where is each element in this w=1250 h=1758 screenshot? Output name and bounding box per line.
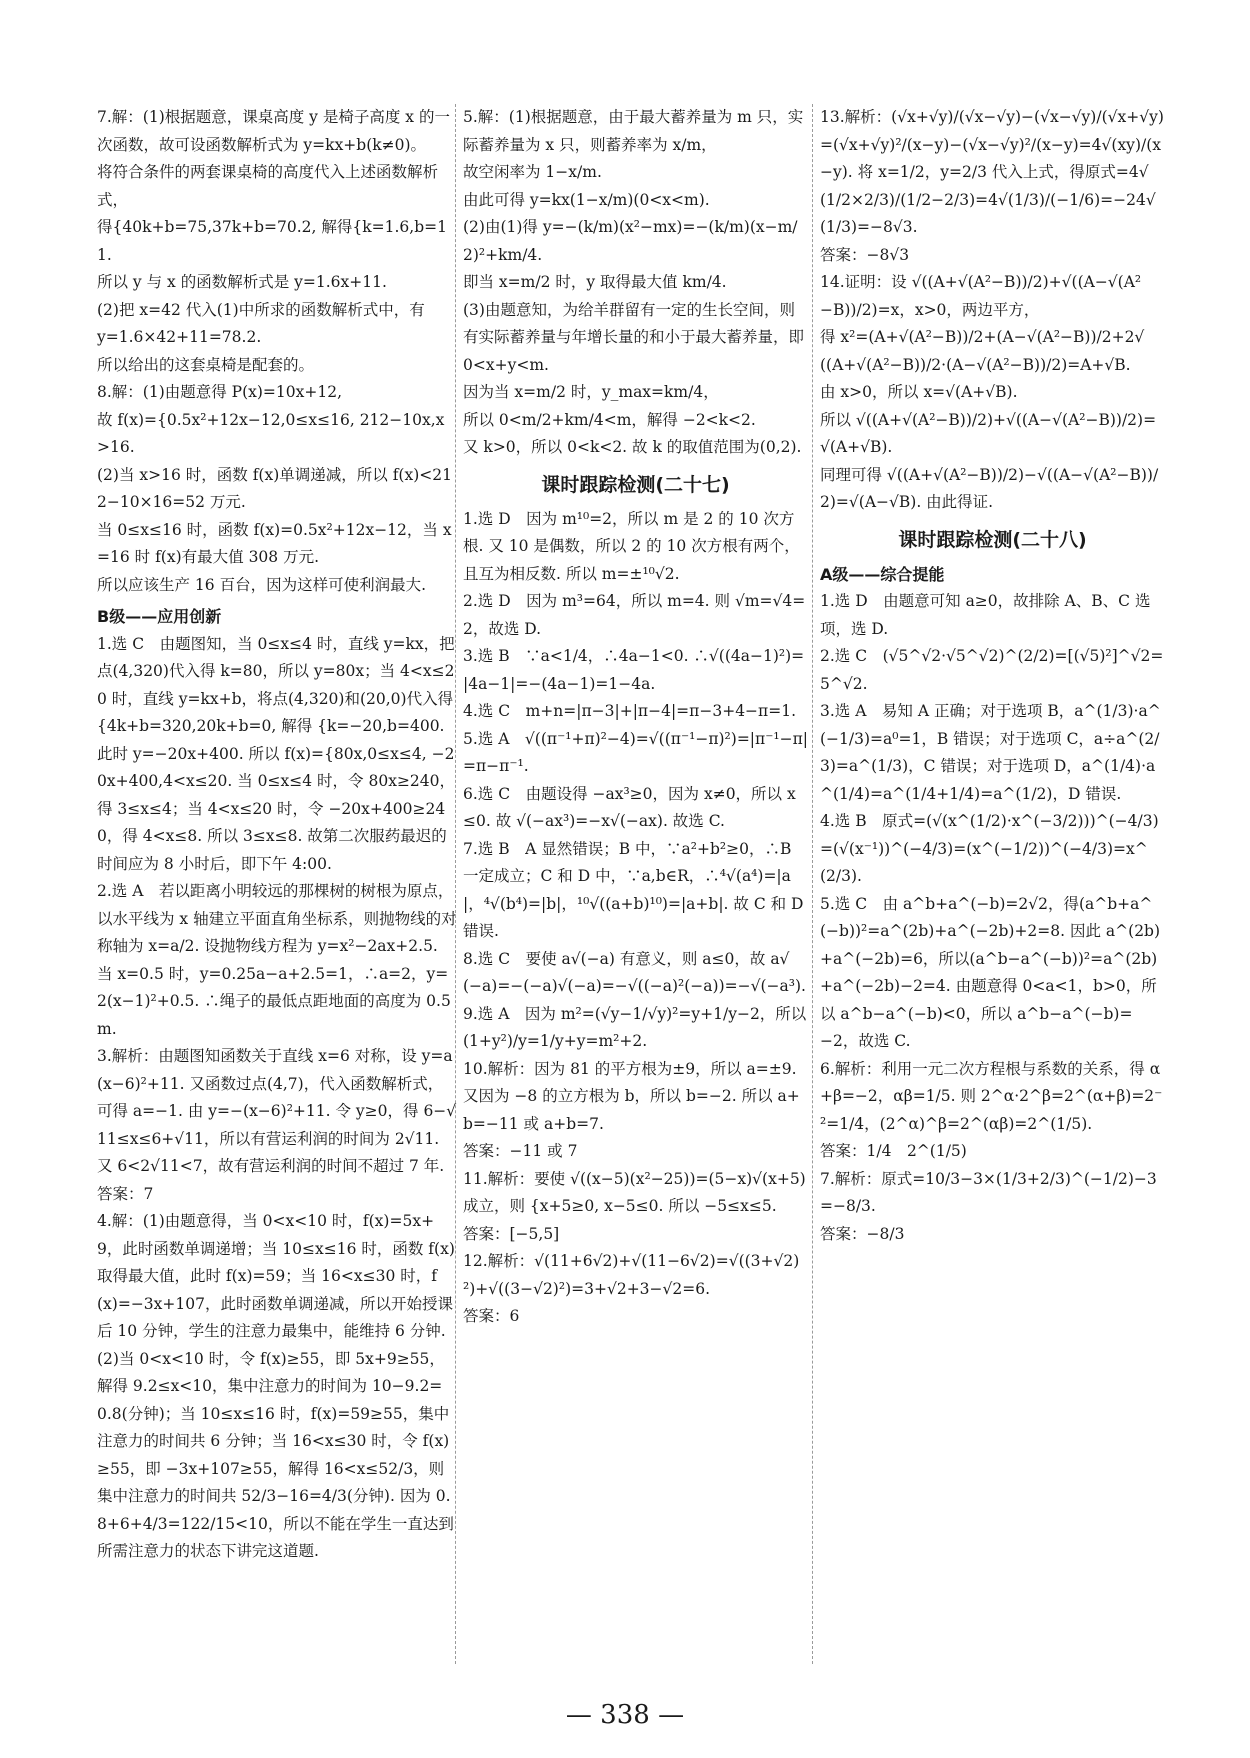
- solution-line: 8.解：(1)由题意得 P(x)=10x+12,: [97, 383, 343, 401]
- solution-line: 由此可得 y=kx(1−x/m)(0<x<m).: [463, 190, 710, 209]
- column-left: [97, 104, 457, 1566]
- section-heading-27: 课时跟踪检测(二十七): [541, 473, 730, 496]
- section-heading-28: 课时跟踪检测(二十八): [898, 528, 1087, 551]
- solution-line: 故 f(x)={0.5x²+12x−12,0≤x≤16, 212−10x,x>16.: [97, 410, 445, 456]
- solution-line: 14.证明：设 √((A+√(A²−B))/2)+√((A−√(A²−B))/2)=x，x>0，两边平方，: [820, 273, 1142, 319]
- solution-line: 同理可得 √((A+√(A²−B))/2)−√((A−√(A²−B))/2)=√(A−√B). 由此得证.: [820, 465, 1159, 511]
- solution-line: 所以 y 与 x 的函数解析式是 y=1.6x+11.: [97, 273, 387, 291]
- answer-line: 答案：1/4 2^(1/5): [820, 1142, 967, 1160]
- solution-line: 当 0≤x≤16 时，函数 f(x)=0.5x²+12x−12，当 x=16 时 f(x)有最大值 308 万元.: [97, 520, 452, 566]
- solution-line: 3.解析：由题图知函数关于直线 x=6 对称，设 y=a(x−6)²+11. 又函数过点(4,7)，代入函数解析式，可得 a=−1. 由 y=−(x−6)²+11. 令 y≥0，得 6−√11≤x≤6+√11，所以有营运利润的时间为 2√11. 又 6<2√11<7，故有营运利润的时间不超过 7 年.: [97, 1047, 457, 1175]
- solution-line: 5.选 C 由 a^b+a^(−b)=2√2，得(a^b+a^(−b))²=a^(2b)+a^(−2b)+2=8. 因此 a^(2b)+a^(−2b)=6，所以(a^b−a^(−b))²=a^(2b)+a^(−2b)−2=4. 由题意得 0<a<1，b>0，所以 a^b−a^(−b)<0，所以 a^b−a^(−b)=−2，故选 C.: [820, 894, 1161, 1050]
- solution-line: 6.解析：利用一元二次方程根与系数的关系，得 α+β=−2，αβ=1/5. 则 2^α·2^β=2^(α+β)=2⁻²=1/4，(2^α)^β=2^(αβ)=2^(1/5).: [820, 1059, 1163, 1133]
- solution-line: (2)由(1)得 y=−(k/m)(x²−mx)=−(k/m)(x−m/2)²+km/4.: [463, 218, 798, 264]
- solution-line: 1.选 C 由题图知，当 0≤x≤4 时，直线 y=kx，把点(4,320)代入得 k=80，所以 y=80x；当 4<x≤20 时，直线 y=kx+b，将点(4,320)和(20,0)代入得 {4k+b=320,20k+b=0, 解得 {k=−20,b=400. 此时 y=−20x+400. 所以 f(x)={80x,0≤x≤4, −20x+400,4<x≤20. 当 0≤x≤4 时，令 80x≥240，得 3≤x≤4；当 4<x≤20 时，令 −20x+400≥240，得 4<x≤8. 所以 3≤x≤8. 故第二次服药最迟的时间应为 8 小时后，即下午 4:00.: [97, 634, 459, 873]
- solution-line: 7.解析：原式=10/3−3×(1/3+2/3)^(−1/2)−3=−8/3.: [820, 1169, 1157, 1215]
- column-middle: [463, 104, 812, 1331]
- solution-line: 所以应该生产 16 百台，因为这样可使利润最大.: [97, 575, 427, 594]
- solution-line: 故空闲率为 1−x/m.: [463, 163, 602, 181]
- solution-line: 7.选 B A 显然错误；B 中，∵a²+b²≥0，∴B 一定成立；C 和 D 中，∵a,b∈R，∴⁴√(a⁴)=|a|，⁴√(b⁴)=|b|，¹⁰√((a+b)¹⁰)=|a+b|. 故 C 和 D 错误.: [463, 839, 809, 940]
- level-heading-a: A级——综合提能: [820, 564, 945, 584]
- solution-line: 5.选 A √((π⁻¹+π)²−4)=√((π⁻¹−π)²)=|π⁻¹−π|=π−π⁻¹.: [463, 729, 809, 775]
- solution-line: 2.选 C (√5^√2·√5^√2)^(2/2)=[(√5)²]^√2=5^√2.: [820, 647, 1164, 693]
- answer-line: 答案：−8√3: [820, 245, 910, 264]
- solution-line: (2)当 x>16 时，函数 f(x)单调递减，所以 f(x)<212−10×16=52 万元.: [97, 465, 452, 511]
- solution-line: 得{40k+b=75,37k+b=70.2, 解得{k=1.6,b=11.: [97, 218, 447, 264]
- solution-line: y=1.6×42+11=78.2.: [97, 328, 262, 346]
- solution-line: 7.解：(1)根据题意，课桌高度 y 是椅子高度 x 的一次函数，故可设函数解析式为 y=kx+b(k≠0)。: [97, 108, 450, 154]
- solution-line: 得 x²=(A+√(A²−B))/2+(A−√(A²−B))/2+2√((A+√(A²−B))/2·(A−√(A²−B))/2)=A+√B.: [820, 328, 1145, 374]
- answer-line: 答案：−11 或 7: [463, 1142, 578, 1160]
- solution-line: 所以给出的这套桌椅是配套的。: [97, 355, 315, 374]
- solution-line: 13.解析：(√x+√y)/(√x−√y)−(√x−√y)/(√x+√y)=(√x+√y)²/(x−y)−(√x−√y)²/(x−y)=4√(xy)/(x−y). 将 x=1/2，y=2/3 代入上式，得原式=4√(1/2×2/3)/(1/2−2/3)=4√(1/3)/(−1/6)=−24√(1/3)=−8√3.: [820, 108, 1164, 236]
- solution-line: 5.解：(1)根据题意，由于最大蓄养量为 m 只，实际蓄养量为 x 只，则蓄养率为 x/m，: [463, 108, 804, 154]
- solution-line: 又 k>0，所以 0<k<2. 故 k 的取值范围为(0,2).: [463, 438, 802, 456]
- solution-line: 1.选 D 因为 m¹⁰=2，所以 m 是 2 的 10 次方根. 又 10 是偶数，所以 2 的 10 次方根有两个，且互为相反数. 所以 m=±¹⁰√2.: [463, 509, 800, 583]
- solution-line: 4.选 C m+n=|π−3|+|π−4|=π−3+4−π=1.: [463, 702, 797, 720]
- solution-line: 2.选 A 若以距离小明较远的那棵树的树根为原点，以水平线为 x 轴建立平面直角坐标系，则抛物线的对称轴为 x=a/2. 设抛物线方程为 y=x²−2ax+2.5. 当 x=0.5 时，y=0.25a−a+2.5=1，∴a=2，y=2(x−1)²+0.5. ∴绳子的最低点距地面的高度为 0.5 m.: [97, 882, 457, 1038]
- solution-line: 所以 √((A+√(A²−B))/2)+√((A−√(A²−B))/2)=√(A+√B).: [820, 410, 1157, 456]
- answer-line: 答案：7: [97, 1184, 154, 1203]
- solution-line: 3.选 A 易知 A 正确；对于选项 B，a^(1/3)·a^(−1/3)=a⁰=1，B 错误；对于选项 C，a÷a^(2/3)=a^(1/3)，C 错误；对于选项 D，a^(1/4)·a^(1/4)=a^(1/4+1/4)=a^(1/2)，D 错误.: [820, 702, 1161, 803]
- solution-line: 6.选 C 由题设得 −ax³≥0，因为 x≠0，所以 x≤0. 故 √(−ax³)=−x√(−ax). 故选 C.: [463, 784, 796, 830]
- solution-line: 因为当 x=m/2 时，y_max=km/4，: [463, 383, 719, 401]
- column-right: [820, 104, 1165, 1248]
- solution-line: 8.选 C 要使 a√(−a) 有意义，则 a≤0，故 a√(−a)=−(−a)√(−a)=−√((−a)²(−a))=−√(−a³).: [463, 949, 806, 995]
- solution-line: (2)当 0<x<10 时，令 f(x)≥55，即 5x+9≥55，解得 9.2≤x<10，集中注意力的时间为 10−9.2=0.8(分钟)；当 10≤x≤16 时，f(x)=59≥55，集中注意力的时间共 6 分钟；当 16<x≤30 时，令 f(x)≥55，即 −3x+107≥55，解得 16<x≤52/3，则集中注意力的时间共 52/3−16=4/3(分钟). 因为 0.8+6+4/3=122/15<10，所以不能在学生一直达到所需注意力的状态下讲完这道题.: [97, 1349, 454, 1560]
- solution-line: 4.解：(1)由题意得，当 0<x<10 时，f(x)=5x+9，此时函数单调递增；当 10≤x≤16 时，函数 f(x)取得最大值，此时 f(x)=59；当 16<x≤30 时，f(x)=−3x+107，此时函数单调递减，所以开始授课后 10 分钟，学生的注意力最集中，能维持 6 分钟.: [97, 1212, 455, 1340]
- solution-line: 2.选 D 因为 m³=64，所以 m=4. 则 √m=√4=2，故选 D.: [463, 592, 806, 638]
- solution-line: 所以 0<m/2+km/4<m，解得 −2<k<2.: [463, 410, 756, 429]
- solution-line: 12.解析：√(11+6√2)+√(11−6√2)=√((3+√2)²)+√((3−√2)²)=3+√2+3−√2=6.: [463, 1252, 800, 1298]
- answer-line: 答案：−8/3: [820, 1224, 905, 1243]
- solution-line: 1.选 D 由题意可知 a≥0，故排除 A、B、C 选项，选 D.: [820, 592, 1151, 638]
- solution-line: 11.解析：要使 √((x−5)(x²−25))=(5−x)√(x+5) 成立，则 {x+5≥0, x−5≤0. 所以 −5≤x≤5.: [463, 1169, 811, 1215]
- solution-line: 即当 x=m/2 时，y 取得最大值 km/4.: [463, 273, 727, 291]
- solution-line: 10.解析：因为 81 的平方根为±9，所以 a=±9. 又因为 −8 的立方根为 b，所以 b=−2. 所以 a+b=−11 或 a+b=7.: [463, 1059, 802, 1133]
- solution-line: 4.选 B 原式=(√(x^(1/2)·x^(−3/2)))^(−4/3)=(√(x⁻¹))^(−4/3)=(x^(−1/2))^(−4/3)=x^(2/3).: [820, 812, 1159, 885]
- answer-line: 答案：[−5,5]: [463, 1224, 560, 1243]
- solution-line: 由 x>0，所以 x=√(A+√B).: [820, 383, 1018, 401]
- answer-line: 答案：6: [463, 1307, 520, 1325]
- column-divider: [812, 104, 813, 1664]
- column-divider: [455, 104, 456, 1664]
- solution-line: 9.选 A 因为 m²=(√y−1/√y)²=y+1/y−2，所以 (1+y²)/y=1/y+y=m²+2.: [463, 1004, 812, 1050]
- solution-line: (3)由题意知，为给羊群留有一定的生长空间，则有实际蓄养量与年增长量的和小于最大蓄养量，即 0<x+y<m.: [463, 300, 809, 374]
- page-number: — 338 —: [565, 1700, 685, 1730]
- level-heading-b: B级——应用创新: [97, 607, 222, 626]
- solution-line: 将符合条件的两套课桌椅的高度代入上述函数解析式，: [97, 163, 439, 209]
- solution-line: (2)把 x=42 代入(1)中所求的函数解析式中，有: [97, 300, 425, 319]
- solution-line: 3.选 B ∵a<1/4，∴4a−1<0. ∴√((4a−1)²)=|4a−1|=−(4a−1)=1−4a.: [463, 647, 805, 693]
